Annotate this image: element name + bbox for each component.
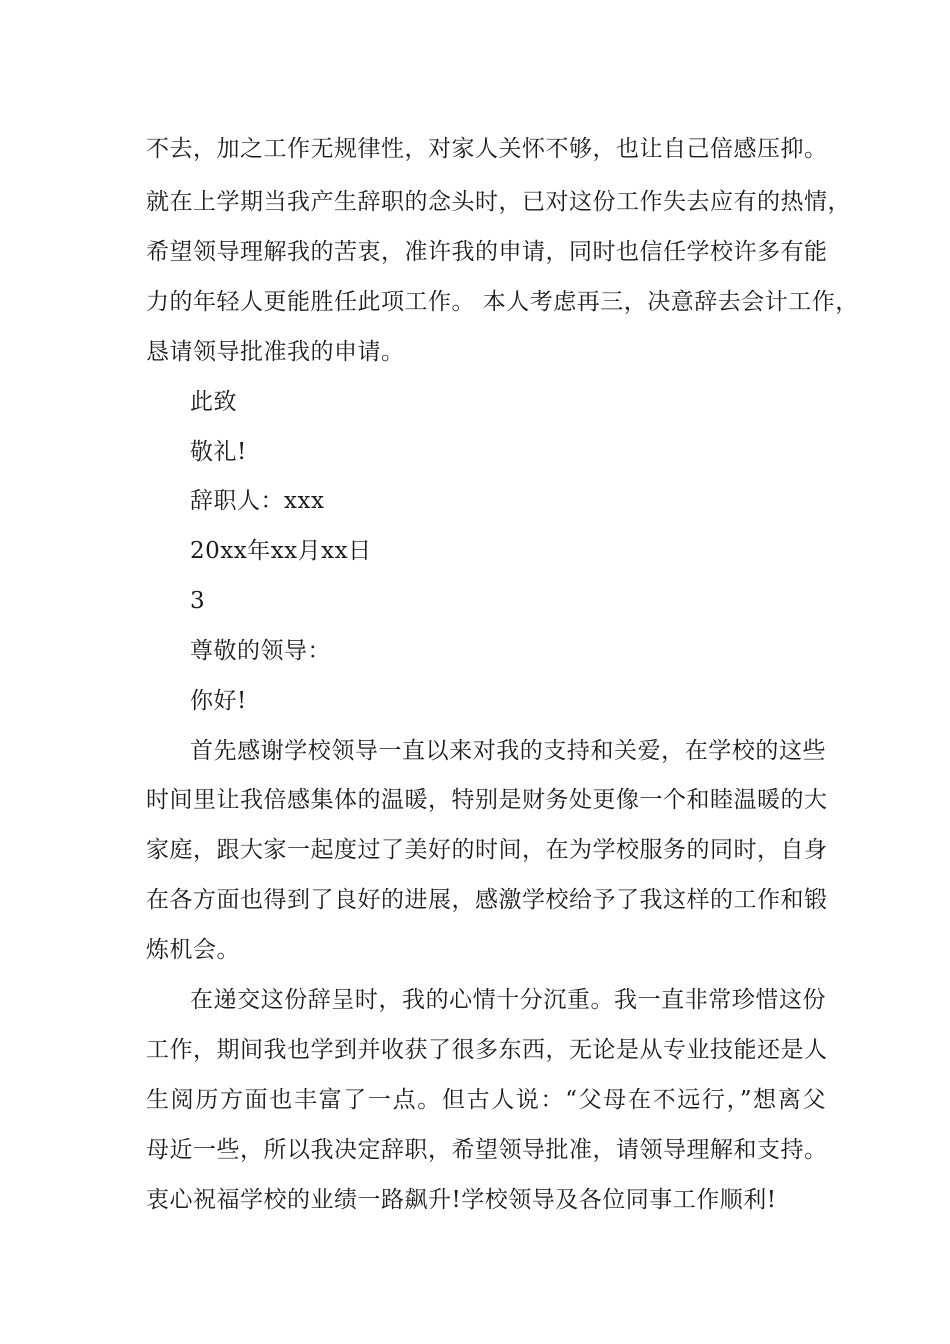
paragraph-line: 家庭，跟大家一起度过了美好的时间，在为学校服务的同时，自身 [146, 837, 828, 863]
paragraph-line: 母近一些，所以我决定辞职，希望领导批准，请领导理解和支持。 [146, 1137, 828, 1163]
paragraph-line: 时间里让我倍感集体的温暖，特别是财务处更像一个和睦温暖的大 [146, 787, 828, 813]
signature-line: 辞职人：xxx [190, 488, 325, 514]
paragraph-line: 不去，加之工作无规律性，对家人关怀不够，也让自己倍感压抑。 [146, 136, 828, 162]
section-number: 3 [190, 588, 206, 614]
paragraph-line: 希望领导理解我的苦衷，准许我的申请，同时也信任学校许多有能 [146, 239, 828, 265]
paragraph-line: 衷心祝福学校的业绩一路飙升!学校领导及各位同事工作顺利! [146, 1187, 777, 1213]
paragraph-line: 生阅历方面也丰富了一点。但古人说：“父母在不远行，”想离父 [146, 1087, 826, 1113]
paragraph-line: 首先感谢学校领导一直以来对我的支持和关爱，在学校的这些 [190, 738, 826, 764]
date-line: 20xx年xx月xx日 [190, 538, 372, 564]
salutation: 尊敬的领导： [190, 638, 331, 664]
paragraph-line: 工作，期间我也学到并收获了很多东西，无论是从专业技能还是人 [146, 1037, 828, 1063]
closing-greeting: 此致 [190, 389, 237, 415]
paragraph-line: 炼机会。 [146, 937, 240, 963]
greeting: 你好! [190, 688, 247, 714]
paragraph-line: 在各方面也得到了良好的进展，感激学校给予了我这样的工作和锻 [146, 887, 828, 913]
paragraph-line: 力的年轻人更能胜任此项工作。 本人考虑再三，决意辞去会计工作， [146, 289, 859, 315]
paragraph-line: 恳请领导批准我的申请。 [146, 339, 405, 365]
paragraph-line: 就在上学期当我产生辞职的念头时，已对这份工作失去应有的热情， [146, 189, 851, 215]
closing-salute: 敬礼! [190, 439, 247, 465]
paragraph-line: 在递交这份辞呈时，我的心情十分沉重。我一直非常珍惜这份 [190, 987, 826, 1013]
